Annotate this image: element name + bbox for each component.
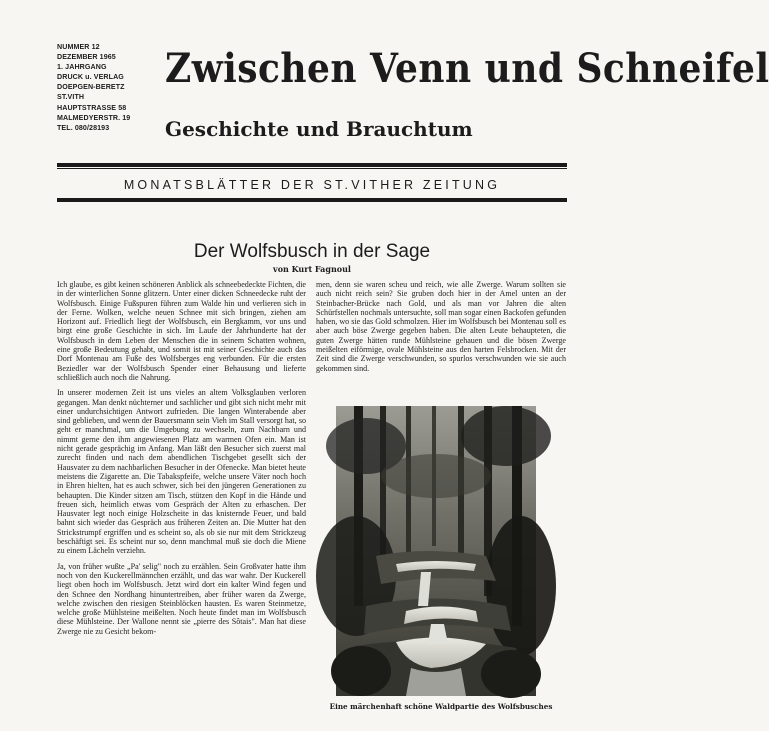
issue-line: HAUPTSTRASSE 58 bbox=[57, 103, 127, 112]
issue-info bbox=[57, 42, 157, 133]
issue-line: DOEPGEN-BERETZ bbox=[57, 83, 125, 92]
issue-line: DEZEMBER 1965 bbox=[57, 53, 116, 62]
article-byline: von Kurt Fagnoul bbox=[273, 264, 351, 274]
paragraph: Ich glaube, es gibt keinen schöneren Anblick als schneebedeckte Fichten, die in der winterlichen Sonne glitzern. Unter einer dicken Schneedecke ruht der Wolfsbusch. Einige Fußspuren führen zum Walde hin und verlieren sich in der Ferne. Wolken, welche neuen Schnee mit sich bringen, ziehen am Horizont auf. Friedlich liegt der Wolfsbusch, ein Bergkamm, vor uns und birgt eine große Geschichte in sich. Im Laufe der Jahrhunderte hat der Wolfsbusch in dem Leben der Menschen die in seinem Schatten wohnen, eine große Bedeutung gehabt, und somit ist mit seiner Geschichte auch das Dorf Montenau am Fuße des Wolfsberges eng verbunden. Für die ersten Beziedler war der Wolfsbusch Spender einer Behausung und lieferte schließlich auch noch die Nahrung. bbox=[57, 280, 306, 382]
article-column-left bbox=[57, 280, 306, 720]
banner-text: MONATSBLÄTTER DER ST.VITHER ZEITUNG bbox=[123, 178, 501, 192]
issue-line: DRUCK u. VERLAG bbox=[57, 73, 124, 82]
paragraph: men, denn sie waren scheu und reich, wie alle Zwerge. Warum sollten sie auch nicht reich sein? Sie gruben doch hier in der Amel unten an der Steinbacher-Brücke nach Gold, und als man vor Jahren die alten Schürfstellen nochmals untersuchte, soll man sogar einen Backofen gefunden haben, wo sie das Gold schmolzen. Hier im Wolfsbusch bei Montenau soll es aber auch böse Zwerge gegeben haben. Die alten Leute behaupteten, die guten Zwerge hätten runde Mühlsteine gehauen und die bösen Zwerge meißelten eiförmige, ovale Mühlsteine aus den harten Felsbrocken. Mit der Zeit sind die Zwerge verschwunden, so spurlos verschwunden wie sie auch gekommen sind. bbox=[316, 280, 566, 373]
paragraph: Ja, von früher wußte „Pa' selig" noch zu erzählen. Sein Großvater hatte ihm noch von den Kuckerellmännchen erzählt, und das war wahr. Der Kuckerell liegt oben hoch im Wolfsbusch. Jetzt wird dort ein kalter Wind fegen und den Schnee den Nordhang hinuntertreiben, aber früher waren da Zwerge, welche zwischen den riesigen Steinblöcken hausten. Es waren Steinmetze, welche große Mühlsteine meißelten. Noch heute findet man im Wolfsbusch diese Mühlsteine. Der Wallone nennt sie „pierre des Sôtais". Man hat diese Zwerge nie zu Gesicht bekom- bbox=[57, 561, 306, 636]
thin-rule bbox=[57, 168, 567, 169]
issue-line: TEL. 080/28193 bbox=[57, 123, 110, 132]
forest-waterfall-image bbox=[336, 406, 536, 696]
issue-line: 1. JAHRGANG bbox=[57, 63, 107, 72]
bottom-rule bbox=[57, 198, 567, 202]
forest-photo bbox=[336, 406, 536, 696]
article-title: Der Wolfsbusch in der Sage bbox=[193, 241, 431, 262]
issue-line: MALMEDYERSTR. 19 bbox=[57, 113, 131, 122]
issue-line: ST.VITH bbox=[57, 93, 85, 102]
masthead-title: Zwischen Venn und Schneifel bbox=[165, 45, 769, 92]
top-rule bbox=[57, 163, 567, 167]
photo-caption: Eine märchenhaft schöne Waldpartie des Wolfsbusches bbox=[329, 702, 553, 711]
article-column-right bbox=[316, 280, 566, 388]
masthead-subtitle: Geschichte und Brauchtum bbox=[165, 117, 473, 141]
paragraph: In unserer modernen Zeit ist uns vieles an altem Volksglauben verloren gegangen. Man denkt nüchterner und sachlicher und gibt sich nicht mehr mit einer undurchsichtigen Antwort zufrieden. Die langen Winterabende aber sind geblieben, und wenn der Bauersmann sein Vieh im Stall versorgt hat, so geht er manchmal, um die Umgebung zu wechseln, zum Nachbarn und nimmt gerne den ihm angewiesenen Platz am warmen Ofen ein. Man ist nicht gerade gesprächig im Anfang. Man läßt den Besucher sich zuerst mal zurecht finden und nach dem abendlichen Tischgebet gesellt sich der Hausvater zu dem nachbarlichen Besucher in der Ofenecke. Man bietet heute meistens die Zigarette an. Die Tabakspfeife, welche unsere Väter noch hoch in Ehren hielten, hat es auch schwer, sich bei den jüngeren Generationen zu behaupten. Die Kinder sitzen am Tisch, stützen den Kopf in die Hände und freuen sich, heimlich etwas vom Gespräch der Alten zu erhaschen. Der Hausvater legt noch einige Holzscheite in das knisternde Feuer, und bald bahnt sich wieder das Gespräch aus früheren Zeiten an. Die Mutter hat den Strickstrumpf ergriffen und es scheint so, als ob sie nur mit dem Strickzeug beschäftigt sei. Es scheint nur so, denn manchmal muß sie doch die Miene zu einem Lächeln verziehn. bbox=[57, 388, 306, 556]
issue-line: NUMMER 12 bbox=[57, 43, 100, 51]
